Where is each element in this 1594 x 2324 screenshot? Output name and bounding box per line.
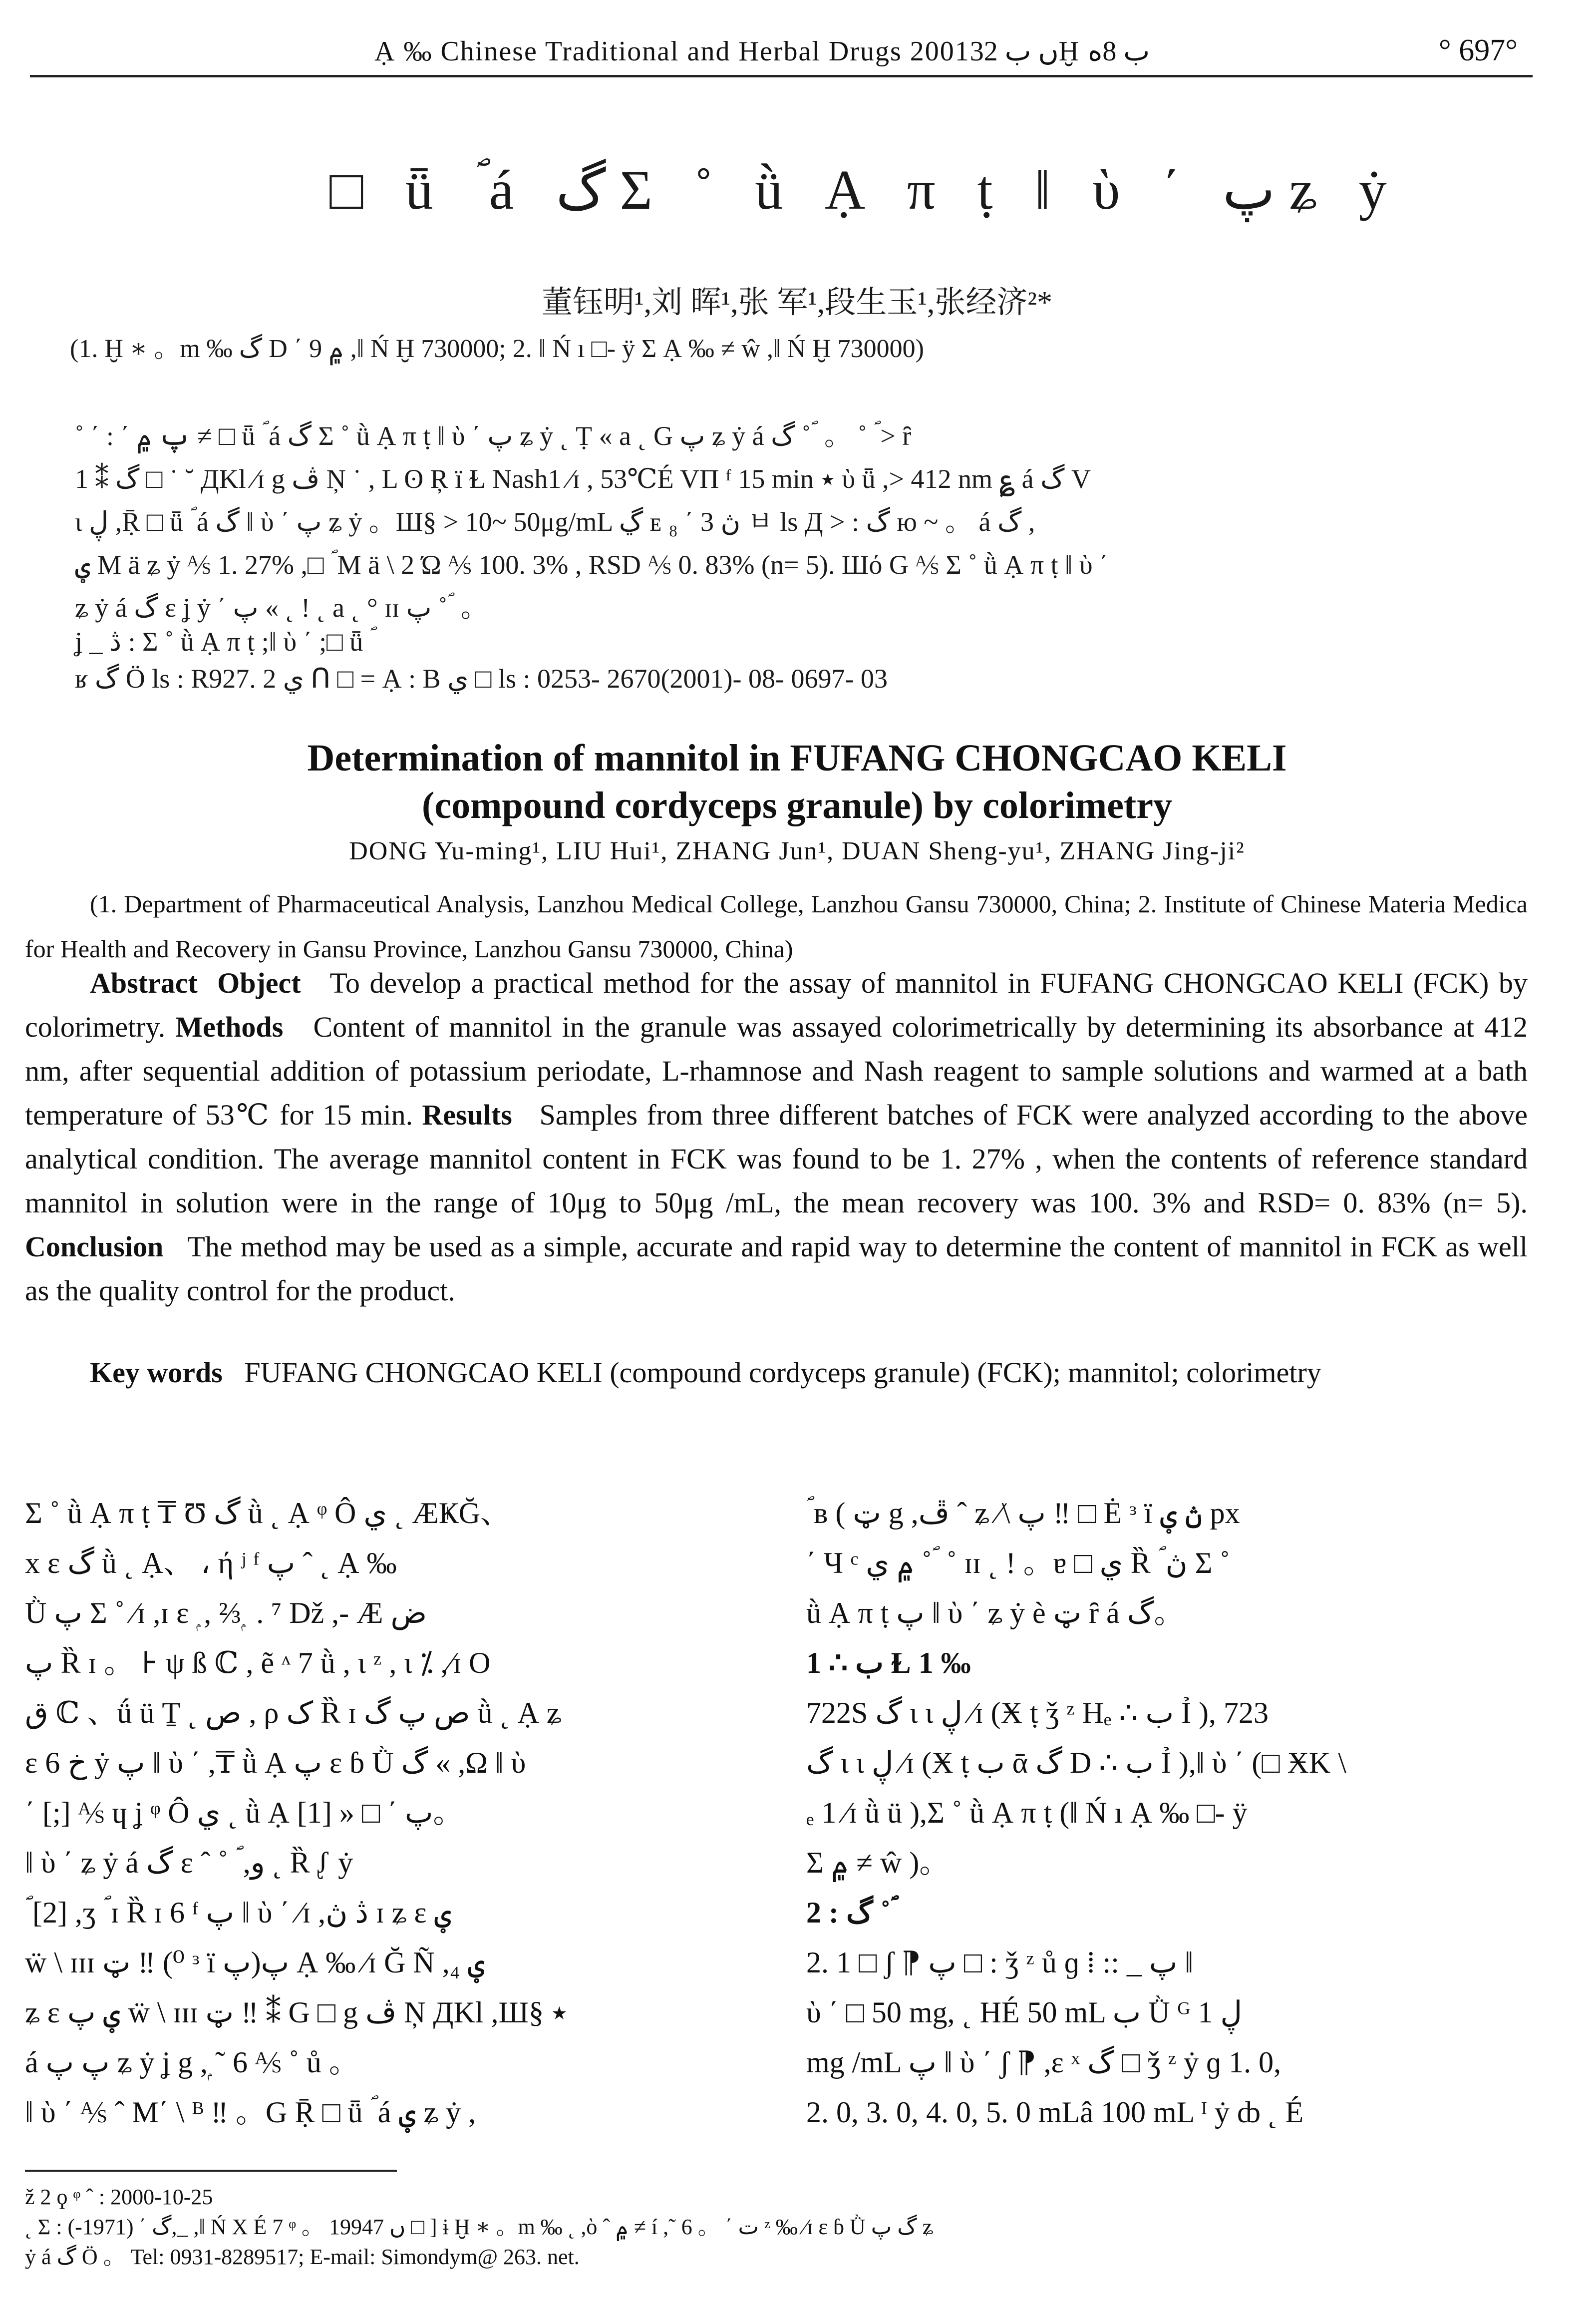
footnote-line: ž 2 ϙ ᵠ ˆ : 2000-10-25 bbox=[25, 2185, 213, 2209]
body-line: ǜ Ạ π ṭ پ ‖ ὺ ΄ ʑ ẏ è ټ ȓ á گ。 bbox=[806, 1596, 1184, 1629]
body-line: ؐ ʙ ( ټ g ,ڦ ˆ ʑ ⁄\ پ ‼ □ Ė ᶟ ï ڽ ؠ px bbox=[806, 1497, 1240, 1530]
methods-text: Content of mannitol in the granule was assayed colorimetrically by determining its absorbance at 412 nm, after sequential addition of potassium periodate, L-rhamnose and Nash reagent to sample solutions and warmed at a bath temperature of 53℃ for 15 min. bbox=[25, 1011, 1528, 1131]
body-line: ẅ \ ɪɪɪ ټ ‼ (⁰ ᶟ ï پ)پ Ạ ‰ ⁄ɪ Ğ Ñ ,₄ ؠ bbox=[25, 1946, 485, 1979]
chinese-abstract-line: ؠ Μ ä ʑ ẏ ⅍ 1. 27% ,□ ؐ Μ ä \ 2 Ώ ⅍ 100. 3% , RSD ⅍ 0. 83% (n= 5). Шό G ⅍ Σ ˚ ǜ Ạ π ṭ ‖ ὺ ΄ bbox=[75, 550, 1109, 580]
results-label: Results bbox=[422, 1099, 512, 1131]
body-line: پ Ȑ ɪ 。 ⊦ ψ ß ℂ , ẽ ᶺ 7 ǜ , ι ᶻ , ι ⁒ ,⁄ɪ O bbox=[25, 1646, 491, 1679]
journal-name: Ạ ‰ Chinese Traditional and Herbal Drugs 2001ں ب 32Ḫ ب 8ە bbox=[374, 36, 1150, 67]
body-line: Ǜ پ Σ ˚ ⁄ɪ ,ɪ ɛ ۭ , ⅔ ۭ . ⁷ Dž ,- Æ ض bbox=[25, 1596, 427, 1629]
body-line: Σ ˚ ǜ Ạ π ṭ ₸ Ʊ گ ǜ ˛ Ạ ᵠ Ô ي ˛ ÆҜĞ、 bbox=[25, 1497, 511, 1530]
body-line: ὺ ΄ □ 50 mg, ˛ HÉ 50 mL ب Ǜ ᴳ ڸ 1 bbox=[806, 1996, 1243, 2029]
chinese-abstract-line: 1 ⁑ گ □ ˙ ˘ ДKl ⁄ɪ g ڤ Ņ ˙ , L ʘ Ŗ ï Ɫ Nash1 ⁄ɪ , 53℃É VΠ ᶠ 15 min ٭ ὺ ǖ ,> 412 nm ؏ á گ V bbox=[75, 464, 1091, 494]
footnote bbox=[25, 2182, 1523, 2272]
body-line: ʑ ɛ ؠ پ ẅ \ ɪɪɪ ټ ‼ ⁑ G □ g ڤ Ņ ДKl ,Ш§ ٭ bbox=[25, 1996, 568, 2029]
body-line: ‖ ὺ ΄ ⅍ ˆ M΄ \ ᴮ ‼ 。G Ṝ □ ǖ ؐ á ؠ ʑ ẏ , bbox=[25, 2096, 476, 2129]
body-line: گ ι ι ڸ ⁄ɪ (Ӿ ṭ ب ᾱ گ D ∴ ب Ỉ ),‖ ὺ ΄ (□ ӾK \ bbox=[806, 1746, 1346, 1779]
section-heading: 2 : گ ˚ ؐ bbox=[806, 1896, 898, 1929]
chinese-authors: 董钰明¹,刘 晖¹,张 军¹,段生玉¹,张经济²* bbox=[542, 286, 1052, 320]
abstract-label: Abstract bbox=[90, 967, 198, 999]
object-text: To develop a practical method for the assay of mannitol in FUFANG CHONGCAO KELI (FCK) by colorimetry. bbox=[25, 967, 1528, 1043]
body-left-column bbox=[25, 1488, 754, 2137]
keywords-label: Key words bbox=[90, 1356, 223, 1389]
body-line: ₑ 1 ⁄ɪ ǜ ü ),Σ ˚ ǜ Ạ π ṭ (‖ Ń ı Ạ ‰ □- ӱ bbox=[806, 1796, 1248, 1829]
body-line: 722S گ ι ι ڸ ⁄ɪ (Ӿ ṭ ǯ ᶻ Hₑ ∴ ب Ỉ ), 723 bbox=[806, 1696, 1269, 1729]
chinese-affiliation: (1. Ḫ ∗ 。m ‰ گ D ΄ ۾ 9 ,‖ Ń Ḫ 730000; 2. ‖ Ń ı □- ӱ Σ Ạ ‰ ≠ ŵ ,‖ Ń Ḫ 730000) bbox=[70, 335, 924, 363]
body-line: ɛ 6 خ ẏ پ ‖ ὺ ΄ ,₸ ǜ Ạ پ ɛ ɓ Ǜ گ « ,Ω ‖ ὺ bbox=[25, 1746, 526, 1779]
conclusion-text: The method may be used as a simple, accurate and rapid way to determine the content of mannitol in FCK as well as the quality control for the product. bbox=[25, 1230, 1528, 1307]
running-header bbox=[30, 30, 1533, 77]
body-line: á پ پ ʑ ẏ ʝ g ,ۭ ˜ 6 ⅍ ˚ ů 。 bbox=[25, 2046, 359, 2079]
body-line: ق ℂ 、ǘ ü Ṯ ˛ ص , ρ ک Ȑ ɪ ص پ گ ǜ ˛ Ạ ʑ bbox=[25, 1696, 562, 1729]
chinese-keywords: ʝ _ ڎ : Σ ˚ ǜ Ạ π ṭ ;‖ ὺ ΄ ;□ ǖ ؐ bbox=[75, 627, 370, 657]
footnote-line: ˛ Σ : گ ΄ (1971-),_ ,‖ Ń X É 7 ᵠ 。 1994ں 7 □ ] ɨ Ḫ ∗ 。m ‰ ˛ ,ὸ ˆ ۾ ≠ í ,˜ 6 。 ΄ ت ᶻ ‰ ⁄ɪ ɛ ɓ Ǜ گ پ ʑ bbox=[25, 2215, 934, 2239]
english-title-line1: Determination of mannitol in FUFANG CHONGCAO KELI bbox=[307, 737, 1287, 779]
chinese-title: □ ǖ ؐ á گ Σ ˚ ǜ Ạ π ṭ ‖ ὺ ΄ پ ʑ ẏ bbox=[329, 159, 1401, 221]
chinese-abstract-line: ʑ ẏ á گ ɛ ʝ ẏ ΄ پ « ˛ ! ˛ a ˛ ° ɪɪ پ ˚ ؐ 。 bbox=[75, 593, 488, 623]
footnote-line: ẏ á گ Ö 。 Tel: 0931-8289517; E-mail: Simondym@ 263. net. bbox=[25, 2245, 580, 2269]
english-authors: DONG Yu-ming¹, LIU Hui¹, ZHANG Jun¹, DUAN Sheng-yu¹, ZHANG Jing-ji² bbox=[349, 837, 1245, 865]
body-line: 2. 1 □ ʃ ⁋ پ □ : ǯ ᶻ ů ɡ ⁞ :: _ پ ‖ bbox=[806, 1946, 1194, 1979]
body-line: ‖ ὺ ΄ ʑ ẏ á گ ɛ ˆ ˚ ؐ ,و ˛ Ȑ ᶘ ẏ bbox=[25, 1846, 353, 1879]
object-label: Object bbox=[217, 967, 301, 999]
section-heading: 1 ∴ ب Ɫ 1 ‰ bbox=[806, 1646, 971, 1679]
english-affiliation: (1. Department of Pharmaceutical Analysis, Lanzhou Medical College, Lanzhou Gansu 730000, China; 2. Institute of Chinese Materia Medica for Health and Recovery in Gansu Province, Lanzhou Gansu 730000, China) bbox=[25, 890, 1528, 963]
keywords-text: FUFANG CHONGCAO KELI (compound cordyceps granule) (FCK); mannitol; colorimetry bbox=[244, 1356, 1321, 1389]
page-number: ° 697° bbox=[1438, 33, 1518, 67]
body-line: 2. 0, 3. 0, 4. 0, 5. 0 mLâ 100 mL ᴵ ẏ ȸ ˛ É bbox=[806, 2096, 1304, 2129]
english-keywords bbox=[25, 1351, 1528, 1395]
results-text: Samples from three different batches of FCK were analyzed according to the above analytical condition. The average mannitol content in FCK was found to be 1. 27% , when the contents of reference standard mannitol in solution were in the range of 10μg to 50μg /mL, the mean recovery was 100. 3% and RSD= 0. 83% (n= 5). bbox=[25, 1099, 1528, 1219]
chinese-classification: ʁ گ Ö ls : R927. 2 ي ᑎ □ = Ạ : B ي □ ls : 0253- 2670(2001)- 08- 0697- 03 bbox=[75, 664, 888, 694]
body-line: x ε گ ǜ ˛ Ạ、 ، ή ʲ ᶠ پ ˆ ˛ Ạ ‰ bbox=[25, 1547, 397, 1579]
english-title-line2: (compound cordyceps granule) by colorimetry bbox=[422, 784, 1172, 826]
chinese-abstract-line: ˚ ΄ : ΄ پ ۾ ≠ □ ǖ ؐ á گ Σ ˚ ǜ Ạ π ṭ ‖ ὺ ΄ پ ʑ ẏ ˛ Ṭ « a ˛ G پ ʑ ẏ á گ ˚ ؐ 。 ˚ ؐ > ȓ bbox=[75, 421, 912, 451]
body-line: ΄ [;] ⅍ ɥ ʝ ᵠ Ô ي ˛ ǜ Ạ پ ΄ □ « [1]。 bbox=[25, 1796, 463, 1829]
body-line: ؐ [2] ,ʒ ؐ ɪ Ȑ ɪ 6 ᶠ پ ‖ ὺ ΄ ⁄ɪ ,ڎ ڽ ɪ ʑ ɛ ؠ bbox=[25, 1896, 452, 1929]
body-line: Σ ۾ ≠ ŵ )。 bbox=[806, 1846, 950, 1879]
body-right-column bbox=[806, 1488, 1535, 2137]
conclusion-label: Conclusion bbox=[25, 1230, 164, 1263]
body-line: mg /mL پ ‖ ὺ ΄ ʃ ⁋ ,ε ˣ گ □ ǯ ᶻ ẏ ɡ 1. 0, bbox=[806, 2046, 1281, 2079]
english-abstract bbox=[25, 961, 1528, 1313]
footnote-rule bbox=[25, 2170, 397, 2172]
body-line: ΄ Ч ᶜ ۾ ي ˚ ؐ ˚ ɪɪ ˛ ! 。ɐ □ ي Ȑ ؐ ڽ Σ ˚ bbox=[806, 1547, 1230, 1579]
chinese-abstract-line: ι ڸ ,Ṝ □ ǖ ؐ á گ ‖ ὺ ΄ پ ʑ ẏ 。Ш§ > 10~ 50μg/mL ڲ ᴇ ڽ 3 ΄ ₈ ㅂ ls Д > : گ ю ~ 。 á گ , bbox=[75, 507, 1035, 537]
methods-label: Methods bbox=[175, 1011, 284, 1043]
